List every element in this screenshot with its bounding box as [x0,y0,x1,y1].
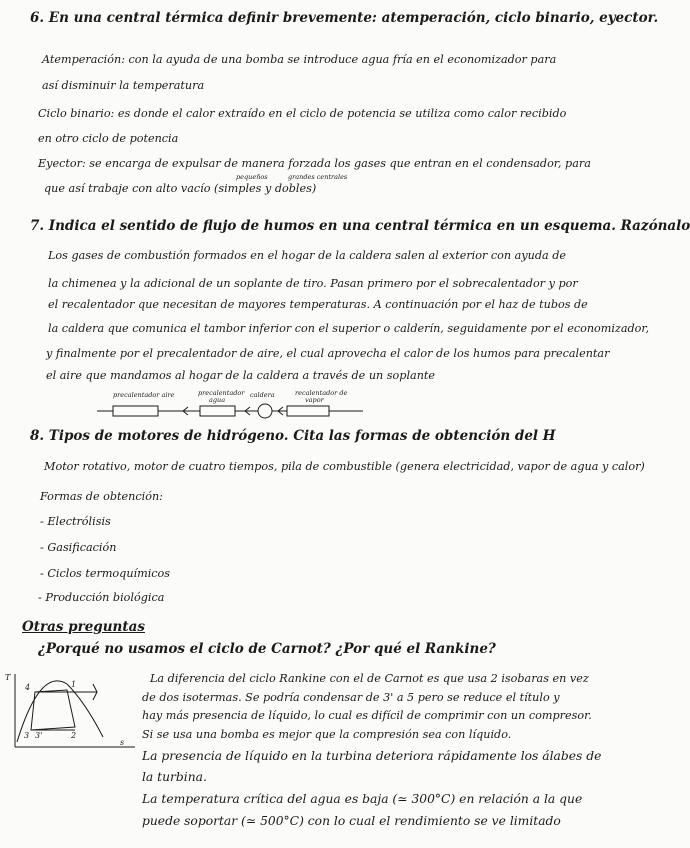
q7-line-4: la caldera que comunica el tambor inferior con el superior o calderín, seguidamente por el economizador, [48,322,650,335]
cycle-path [31,690,75,730]
label-precalentador-aire: precalentador aire [113,391,175,399]
ts-label-3: 3 [24,731,30,740]
otras-line-1: La diferencia del ciclo Rankine con el de Carnot es que usa 2 isobaras en vez [150,672,589,685]
label-precalentador-agua-2: agua [209,396,226,404]
ts-label-2: 2 [71,731,77,740]
q7-line-2: la chimenea y la adicional de un soplante de tiro. Pasan primero por el sobrecalentador y por [48,277,578,290]
q6-ciclo-binario-line2: en otro ciclo de potencia [38,132,179,145]
q8-formas-title: Formas de obtención: [40,490,163,503]
otras-line-4: Si se usa una bomba es mejor que la compresión sea con líquido. [142,728,512,741]
caldera-circle [258,404,272,418]
q7-line-3: el recalentador que necesitan de mayores temperaturas. A continuación por el haz de tubos de [48,298,588,311]
q6-title: 6. En una central térmica definir brevemente: atemperación, ciclo binario, eyector. [30,10,659,26]
q7-line-6: el aire que mandamos al hogar de la caldera a través de un soplante [46,369,436,382]
q8-forma-2: - Gasificación [40,541,117,554]
otras-line-2: de dos isotermas. Se podría condensar de 3' a 5 pero se reduce el título y [142,691,560,704]
q7-title: 7. Indica el sentido de flujo de humos en una central térmica en un esquema. Razónalo [30,218,690,234]
otras-line-8: puede soportar (≃ 500°C) con lo cual el rendimiento se ve limitado [142,814,561,828]
ts-diagram [5,672,140,752]
ts-label-3p: 3' [35,731,43,740]
q6-eyector-line2: que así trabaje con alto vacío (simples y dobles) [44,182,317,195]
q8-forma-4: - Producción biológica [38,591,165,604]
q6-atemperacion-line1: Atemperación: con la ayuda de una bomba se introduce agua fría en el economizador para [42,53,557,66]
precalentador-aire-box [113,406,158,416]
q6-atemperacion-line2: así disminuir la temperatura [42,79,205,92]
q8-title: 8. Tipos de motores de hidrógeno. Cita las formas de obtención del H [30,428,556,444]
otras-line-3: hay más presencia de líquido, lo cual es difícil de comprimir con un compresor. [142,709,592,722]
q8-forma-3: - Ciclos termoquímicos [40,567,171,580]
otras-title: Otras preguntas [22,619,145,635]
ts-label-1: 1 [71,680,77,689]
q7-line-5: y finalmente por el precalentador de aire, el cual aprovecha el calor de los humos para precalentar [46,347,610,360]
ts-xlabel: s [120,738,125,747]
recalentador-box [287,406,329,416]
q8-motor-types: Motor rotativo, motor de cuatro tiempos, pila de combustible (genera electricidad, vapor de agua y calor) [44,460,645,473]
label-recalentador-1: recalentador de [295,389,348,397]
otras-question: ¿Porqué no usamos el ciclo de Carnot? ¿Por qué el Rankine? [38,641,496,657]
otras-line-5: La presencia de líquido en la turbina deteriora rápidamente los álabes de [142,749,602,763]
flue-gas-flow-diagram [95,385,365,420]
q6-eyector-line1: Eyector: se encarga de expulsar de manera forzada los gases que entran en el condensador, para [38,157,591,170]
label-recalentador-2: vapor [305,396,324,404]
q6-eyector-note-pequenos: pequeños [236,173,268,181]
q6-eyector-note-grandes: grandes centrales [288,173,348,181]
ts-ylabel: T [5,673,11,682]
q8-forma-1: - Electrólisis [40,515,111,528]
precalentador-agua-box [200,406,235,416]
ts-label-4: 4 [25,683,31,692]
q7-line-1: Los gases de combustión formados en el hogar de la caldera salen al exterior con ayuda de [48,249,567,262]
label-caldera: caldera [250,391,275,399]
otras-line-7: La temperatura crítica del agua es baja (≃ 300°C) en relación a la que [142,792,583,806]
q6-ciclo-binario-line1: Ciclo binario: es donde el calor extraído en el ciclo de potencia se utiliza como calor recibido [38,107,567,120]
otras-line-6: la turbina. [142,770,207,784]
label-precalentador-agua-1: precalentador [198,389,245,397]
